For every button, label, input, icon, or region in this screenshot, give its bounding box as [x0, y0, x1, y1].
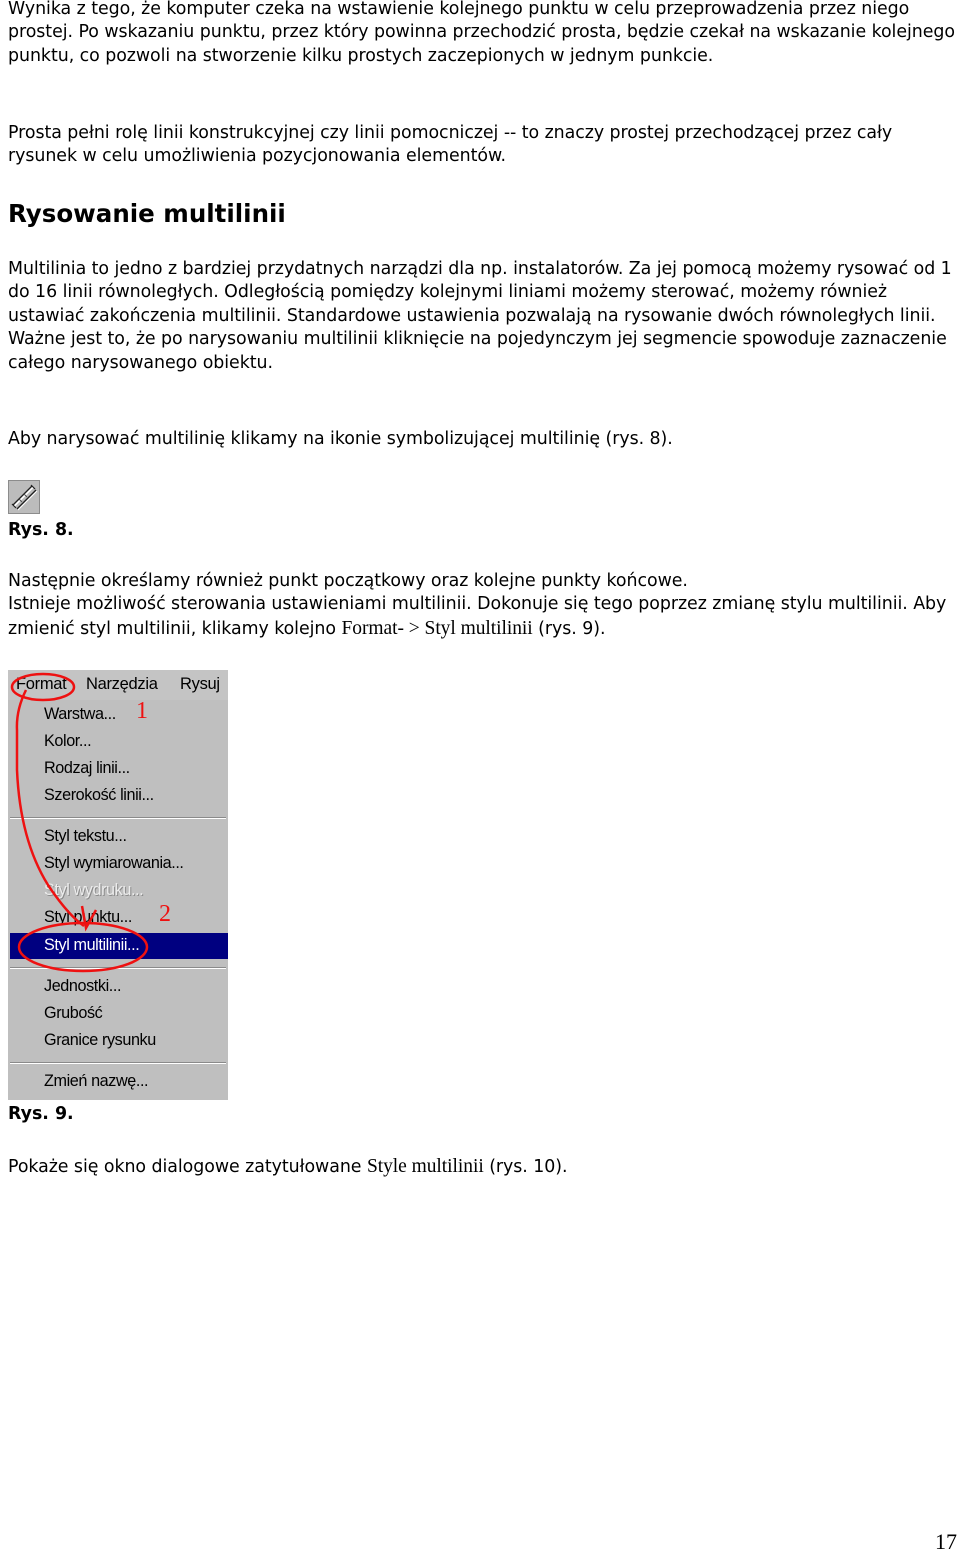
style-change-text: Istnieje możliwość sterowania ustawieniami multilinii. Dokonuje się tego poprzez zmianę stylu multilinii. Aby zmienić styl multilinii, klikamy kolejno: [8, 594, 947, 639]
dialog-name: Style multilinii: [366, 1156, 484, 1177]
figure-9-reference: (rys. 9).: [538, 618, 606, 639]
annotation-number-2: 2: [159, 901, 171, 927]
menu-item-warstwa[interactable]: Warstwa...: [44, 705, 116, 723]
paragraph-dialog-intro: [8, 1155, 960, 1179]
figure-9-caption: Rys. 9.: [8, 1104, 74, 1124]
format-menu-screenshot: [8, 670, 228, 1100]
menu-item-styl-multilinii[interactable]: Styl multilinii...: [44, 936, 140, 954]
paragraph-multiline-icon-instruction: Aby narysować multilinię klikamy na ikonie symbolizującej multilinię (rys. 8).: [8, 429, 673, 449]
menu-item-szerokosc-linii[interactable]: Szerokość linii...: [44, 786, 154, 804]
menu-narzedzia[interactable]: Narzędzia: [86, 675, 158, 693]
paragraph-points-instruction: [8, 570, 960, 641]
menu-item-grubosc[interactable]: Grubość: [44, 1004, 103, 1022]
menu-rysuj[interactable]: Rysuj: [180, 675, 220, 693]
page-number: 17: [935, 1529, 957, 1554]
paragraph-multiline-description: Multilinia to jedno z bardziej przydatnych narządzi dla np. instalatorów. Za jej pomocą możemy rysować od 1 do 16 linii równoległych. Odległością pomiędzy kolejnymi liniami możemy sterować, możemy również ustawiać zakończenia multilinii. Standardowe ustawienia pozwalają na rysowanie dwóch równoległych linii. Ważne jest to, że po narysowaniu multilinii kliknięcie na pojedynczym jej segmencie spowoduje zaznaczenie całego narysowanego obiektu.: [8, 259, 952, 373]
paragraph-construction-line: Prosta pełni rolę linii konstrukcyjnej czy linii pomocniczej -- to znaczy prostej przechodzącej przez cały rysunek w celu umożliwienia pozycjonowania elementów.: [8, 123, 893, 167]
menu-item-styl-punktu[interactable]: Styl punktu...: [44, 908, 132, 926]
red-annotations: [8, 670, 228, 1100]
menu-item-styl-wymiarowania[interactable]: Styl wymiarowania...: [44, 854, 184, 872]
annotation-number-1: 1: [136, 698, 148, 724]
menu-item-jednostki[interactable]: Jednostki...: [44, 977, 122, 995]
multiline-icon: [8, 480, 40, 514]
figure-10-reference: (rys. 10).: [489, 1157, 568, 1177]
section-heading: Rysowanie multilinii: [8, 199, 286, 228]
menu-item-granice-rysunku[interactable]: Granice rysunku: [44, 1031, 156, 1049]
menu-item-kolor[interactable]: Kolor...: [44, 732, 92, 750]
menu-item-rodzaj-linii[interactable]: Rodzaj linii...: [44, 759, 130, 777]
menu-item-styl-tekstu[interactable]: Styl tekstu...: [44, 827, 127, 845]
menu-path-text: Format- > Styl multilinii: [341, 617, 533, 639]
paragraph-intro: Wynika z tego, że komputer czeka na wstawienie kolejnego punktu w celu przeprowadzenia przez niego prostej. Po wskazaniu punktu, przez który powinna przechodzić prosta, będzie czekał na wskazanie kolejnego punktu, co pozwoli na stworzenie kilku prostych zaczepionych w jednym punkcie.: [8, 0, 955, 66]
dialog-text: Pokaże się okno dialogowe zatytułowane: [8, 1157, 362, 1177]
menu-item-styl-wydruku: Styl wydruku...: [44, 881, 144, 899]
menu-item-zmien-nazwe[interactable]: Zmień nazwę...: [44, 1072, 149, 1090]
points-text: Następnie określamy również punkt początkowy oraz kolejne punkty końcowe.: [8, 571, 688, 591]
figure-8-caption: Rys. 8.: [8, 520, 74, 540]
menu-format[interactable]: Format: [16, 675, 67, 693]
